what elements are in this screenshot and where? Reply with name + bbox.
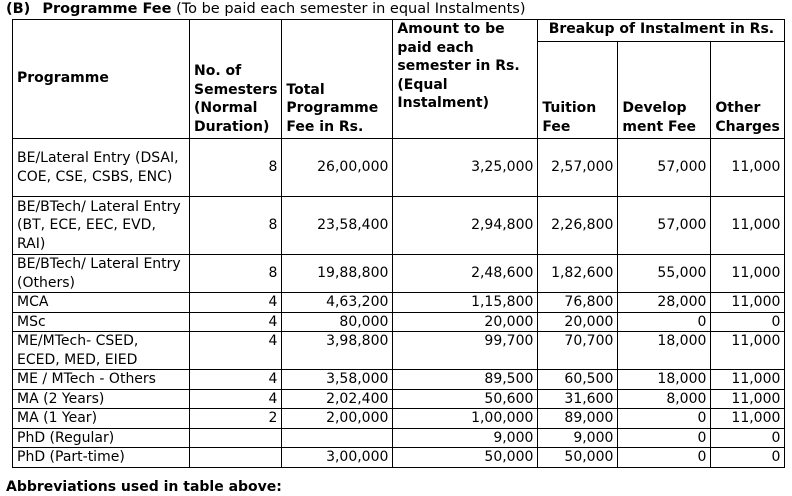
cell-per-semester: 3,25,000: [393, 139, 538, 197]
header-programme: Programme: [13, 20, 190, 139]
cell-development-fee: 18,000: [618, 370, 711, 390]
cell-programme: MA (2 Years): [13, 389, 190, 409]
cell-total-fee: 3,00,000: [282, 448, 393, 468]
cell-programme: MA (1 Year): [13, 409, 190, 429]
cell-per-semester: 99,700: [393, 332, 538, 370]
cell-semesters: 4: [190, 332, 282, 370]
cell-other-charges: 11,000: [711, 409, 785, 429]
cell-per-semester: 2,48,600: [393, 255, 538, 293]
cell-total-fee: 4,63,200: [282, 293, 393, 313]
cell-per-semester: 2,94,800: [393, 197, 538, 255]
cell-tuition-fee: 89,000: [538, 409, 618, 429]
table-row: [13, 409, 785, 429]
header-development-fee: Develop ment Fee: [618, 42, 711, 139]
cell-total-fee: 3,58,000: [282, 370, 393, 390]
cell-programme: BE/BTech/ Lateral Entry (BT, ECE, EEC, EVD, RAI): [13, 197, 190, 255]
cell-semesters: 4: [190, 370, 282, 390]
cell-development-fee: 28,000: [618, 293, 711, 313]
cell-tuition-fee: 9,000: [538, 428, 618, 448]
table-row: [13, 389, 785, 409]
table-row: [13, 332, 785, 370]
cell-per-semester: 1,00,000: [393, 409, 538, 429]
header-other-charges: Other Charges: [711, 42, 785, 139]
abbreviations-note: Abbreviations used in table above:: [6, 479, 282, 495]
cell-total-fee: 80,000: [282, 312, 393, 332]
fee-table-body: [13, 139, 785, 468]
cell-programme: ME / MTech - Others: [13, 370, 190, 390]
section-title: Programme Fee: [42, 1, 172, 17]
cell-programme: BE/BTech/ Lateral Entry (Others): [13, 255, 190, 293]
cell-per-semester: 1,15,800: [393, 293, 538, 313]
cell-total-fee: 23,58,400: [282, 197, 393, 255]
cell-programme: MCA: [13, 293, 190, 313]
cell-semesters: 8: [190, 197, 282, 255]
header-breakup: Breakup of Instalment in Rs.: [538, 20, 785, 42]
cell-programme: PhD (Regular): [13, 428, 190, 448]
cell-per-semester: 50,600: [393, 389, 538, 409]
cell-development-fee: 0: [618, 428, 711, 448]
header-semesters: No. of Semesters (Normal Duration): [190, 20, 282, 139]
cell-development-fee: 57,000: [618, 197, 711, 255]
cell-development-fee: 8,000: [618, 389, 711, 409]
cell-programme: MSc: [13, 312, 190, 332]
cell-per-semester: 20,000: [393, 312, 538, 332]
cell-other-charges: 11,000: [711, 370, 785, 390]
cell-total-fee: 26,00,000: [282, 139, 393, 197]
cell-other-charges: 0: [711, 448, 785, 468]
section-label: (B): [6, 1, 31, 17]
cell-other-charges: 0: [711, 312, 785, 332]
cell-tuition-fee: 70,700: [538, 332, 618, 370]
cell-per-semester: 50,000: [393, 448, 538, 468]
cell-other-charges: 11,000: [711, 197, 785, 255]
cell-tuition-fee: 1,82,600: [538, 255, 618, 293]
cell-development-fee: 18,000: [618, 332, 711, 370]
cell-other-charges: 11,000: [711, 255, 785, 293]
cell-semesters: [190, 448, 282, 468]
cell-development-fee: 55,000: [618, 255, 711, 293]
cell-semesters: 8: [190, 139, 282, 197]
cell-other-charges: 11,000: [711, 332, 785, 370]
table-row: [13, 293, 785, 313]
cell-development-fee: 0: [618, 448, 711, 468]
cell-development-fee: 0: [618, 312, 711, 332]
table-row: [13, 197, 785, 255]
table-row: [13, 428, 785, 448]
cell-semesters: 4: [190, 293, 282, 313]
programme-fee-table: [12, 19, 785, 468]
cell-total-fee: 2,02,400: [282, 389, 393, 409]
cell-per-semester: 89,500: [393, 370, 538, 390]
cell-other-charges: 11,000: [711, 293, 785, 313]
cell-programme: BE/Lateral Entry (DSAI, COE, CSE, CSBS, ENC): [13, 139, 190, 197]
header-total-fee: Total Programme Fee in Rs.: [282, 20, 393, 139]
cell-other-charges: 11,000: [711, 389, 785, 409]
cell-semesters: 4: [190, 312, 282, 332]
cell-programme: PhD (Part-time): [13, 448, 190, 468]
cell-semesters: [190, 428, 282, 448]
cell-tuition-fee: 2,26,800: [538, 197, 618, 255]
cell-other-charges: 11,000: [711, 139, 785, 197]
cell-tuition-fee: 50,000: [538, 448, 618, 468]
cell-other-charges: 0: [711, 428, 785, 448]
table-row: [13, 255, 785, 293]
cell-development-fee: 0: [618, 409, 711, 429]
cell-total-fee: 2,00,000: [282, 409, 393, 429]
cell-semesters: 4: [190, 389, 282, 409]
cell-programme: ME/MTech- CSED, ECED, MED, EIED: [13, 332, 190, 370]
section-note: (To be paid each semester in equal Instalments): [176, 1, 526, 17]
cell-tuition-fee: 76,800: [538, 293, 618, 313]
table-row: [13, 312, 785, 332]
header-tuition-fee: Tuition Fee: [538, 42, 618, 139]
table-row: [13, 370, 785, 390]
cell-per-semester: 9,000: [393, 428, 538, 448]
table-row: [13, 448, 785, 468]
section-heading: [6, 0, 526, 18]
cell-total-fee: 19,88,800: [282, 255, 393, 293]
table-row: [13, 139, 785, 197]
cell-tuition-fee: 31,600: [538, 389, 618, 409]
cell-semesters: 8: [190, 255, 282, 293]
cell-development-fee: 57,000: [618, 139, 711, 197]
cell-total-fee: [282, 428, 393, 448]
header-per-semester: Amount to be paid each semester in Rs. (Equal Instalment): [393, 20, 538, 139]
cell-total-fee: 3,98,800: [282, 332, 393, 370]
cell-tuition-fee: 20,000: [538, 312, 618, 332]
cell-semesters: 2: [190, 409, 282, 429]
cell-tuition-fee: 60,500: [538, 370, 618, 390]
cell-tuition-fee: 2,57,000: [538, 139, 618, 197]
